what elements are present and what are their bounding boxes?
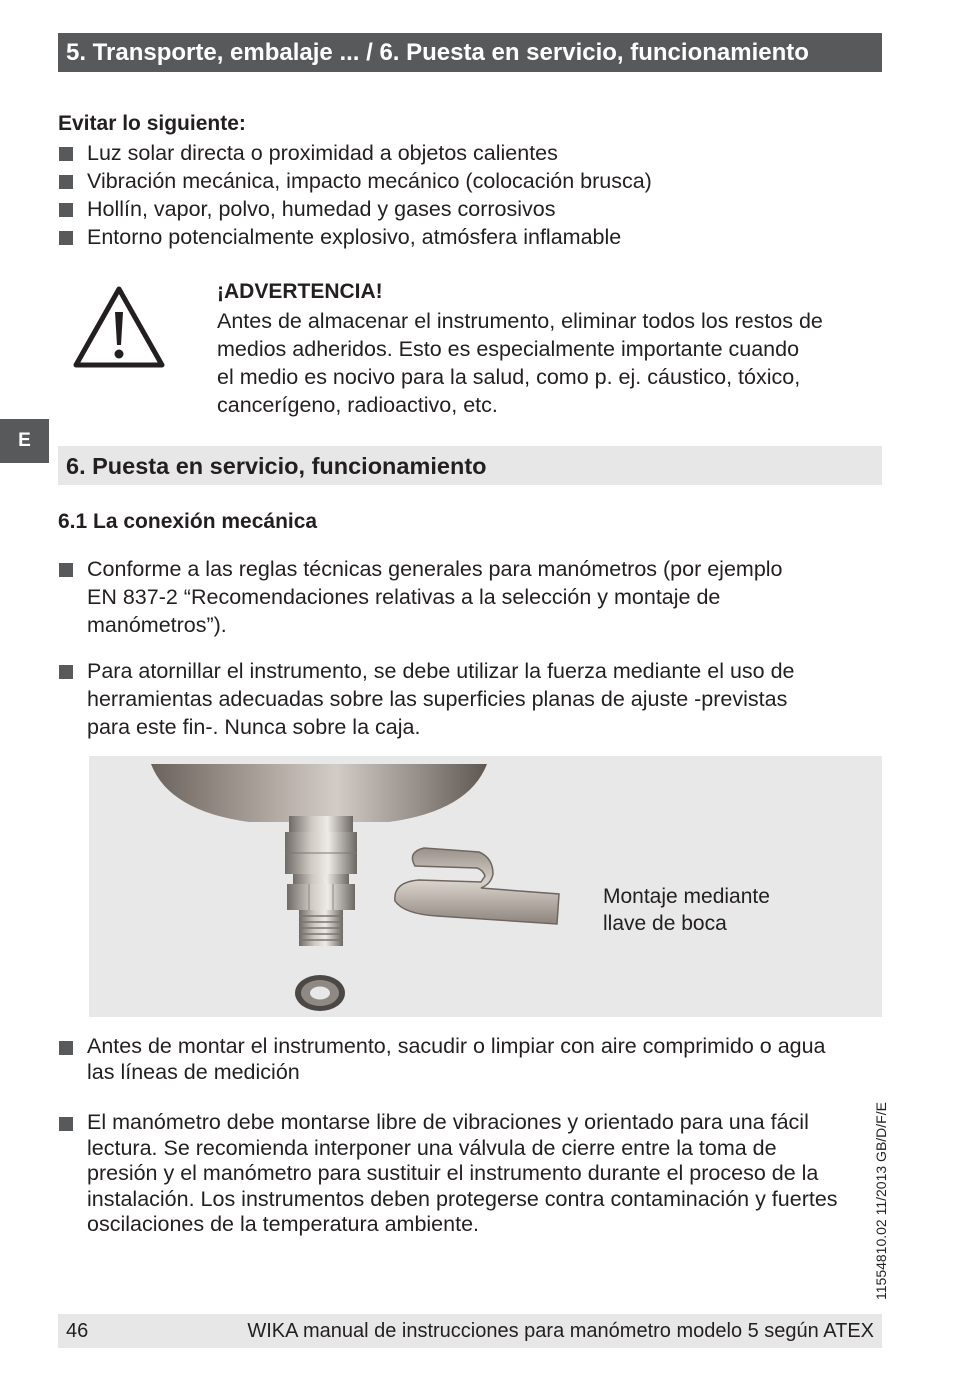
list-item: Vibración mecánica, impacto mecánico (colocación brusca) [58,167,878,195]
connection-list-bottom [58,1034,882,1238]
list-item: Entorno potencialmente explosivo, atmósfera inflamable [58,223,878,251]
page-number: 46 [66,1320,89,1342]
avoid-list [58,139,878,251]
list-item: Para atornillar el instrumento, se debe utilizar la fuerza mediante el uso de herramientas adecuadas sobre las superficies planas de ajuste -previstas para este fin-. Nunca sobre la caja. [58,657,878,741]
gauge-connection-illustration [89,756,589,1017]
square-bullet-icon [59,665,73,679]
square-bullet-icon [59,563,73,577]
square-bullet-icon [59,175,73,189]
mounting-figure [89,756,882,1017]
section-title-bar [58,446,882,485]
document-code: 11554810.02 11/2013 GB/D/F/E [873,1102,889,1300]
square-bullet-icon [59,147,73,161]
warning-title: ¡ADVERTENCIA! [217,280,383,303]
page-header-bar [58,33,882,72]
square-bullet-icon [59,1041,73,1055]
list-item: Luz solar directa o proximidad a objetos calientes [58,139,878,167]
figure-caption: Montaje mediante llave de boca [603,885,770,935]
square-bullet-icon [59,231,73,245]
list-item: El manómetro debe montarse libre de vibraciones y orientado para una fácil lectura. Se recomienda interponer una válvula de cierre entre la toma de presión y el manómetro para sustituir el instrumento durante el proceso de la instalación. Los instrumentos deben protegerse contra contaminación y fuertes oscilaciones de la temperatura ambiente. [58,1110,882,1238]
connection-list-top [58,555,878,741]
warning-triangle-icon [72,285,166,369]
footer-text: WIKA manual de instrucciones para manómetro modelo 5 según ATEX [247,1320,874,1342]
list-item: Conforme a las reglas técnicas generales para manómetros (por ejemplo EN 837-2 “Recomendaciones relativas a la selección y montaje de manómetros”). [58,555,878,639]
square-bullet-icon [59,203,73,217]
square-bullet-icon [59,1117,73,1131]
page-header-title: 5. Transporte, embalaje ... / 6. Puesta en servicio, funcionamiento [66,39,809,66]
avoid-heading: Evitar lo siguiente: [58,112,246,135]
list-item: Antes de montar el instrumento, sacudir o limpiar con aire comprimido o agua las líneas de medición [58,1034,882,1085]
list-item: Hollín, vapor, polvo, humedad y gases corrosivos [58,195,878,223]
page-footer [58,1314,882,1348]
section-title: 6. Puesta en servicio, funcionamiento [66,453,487,479]
language-tab: E [0,419,49,463]
warning-text: Antes de almacenar el instrumento, eliminar todos los restos de medios adheridos. Esto es especialmente importante cuando el medio es nocivo para la salud, como p. ej. cáustico, tóxico, cancerígeno, radioactivo, etc. [217,309,823,417]
subsection-title: 6.1 La conexión mecánica [58,510,318,533]
